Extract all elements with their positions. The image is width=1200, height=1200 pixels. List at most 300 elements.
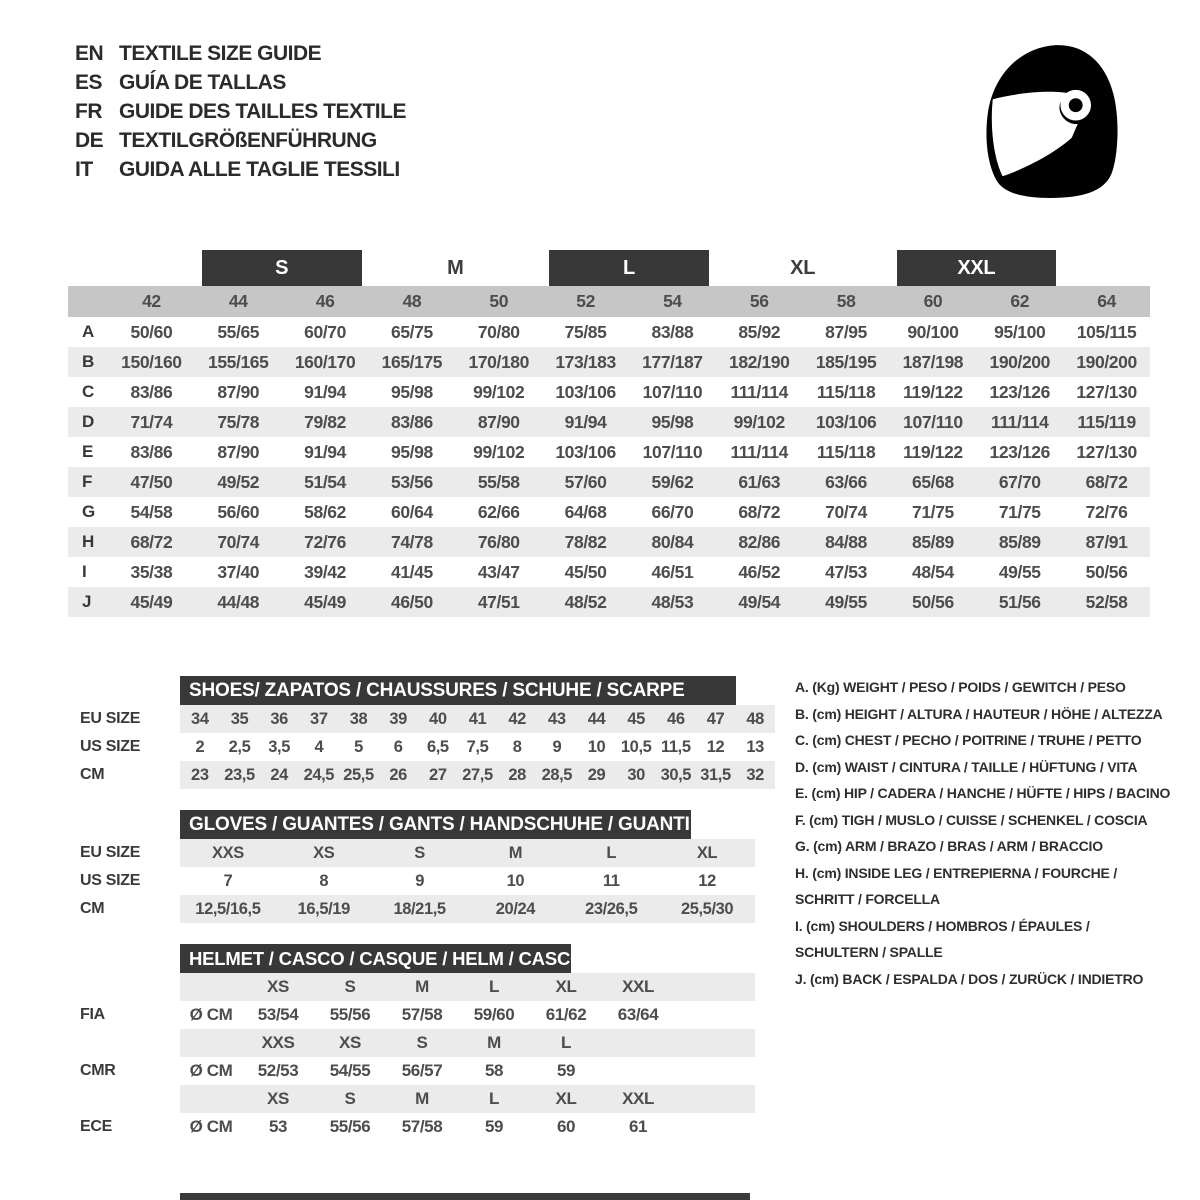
size-range-value: 43/47 (477, 561, 520, 582)
helmet-size-value: 59/60 (473, 1005, 515, 1024)
legend-entry (795, 913, 1187, 966)
helmet-size-value (602, 1057, 674, 1085)
shoes-row-cm (68, 761, 788, 789)
size-range-value: 95/98 (391, 441, 433, 462)
size-value: 43 (548, 709, 566, 728)
size-value: 23,5 (224, 765, 255, 784)
size-value: 42 (508, 709, 526, 728)
size-range-value: 80/84 (651, 531, 694, 552)
size-range-value: 95/100 (994, 321, 1046, 342)
helmet-values-row-ece (68, 1113, 788, 1141)
legend-line: J. (cm) BACK / ESPALDA / DOS / ZURÜCK / INDIETRO (795, 970, 1144, 987)
size-value: 47 (706, 709, 725, 728)
measurement-row-d (68, 407, 1150, 437)
size-range-value: 103/106 (815, 411, 877, 432)
size-value: 24,5 (303, 765, 335, 784)
language-code: FR (75, 99, 102, 123)
legend-entry (795, 754, 1187, 781)
helmet-size-value: 55/56 (329, 1005, 371, 1024)
size-range-value: 45/49 (130, 591, 173, 612)
column-header-size: 60 (923, 291, 943, 311)
size-range-value: 84/88 (825, 531, 867, 552)
helmet-size-label: XXL (622, 1089, 654, 1108)
size-range-value: 103/106 (555, 381, 616, 402)
size-range-value: 82/86 (738, 531, 781, 552)
gloves-rows (68, 839, 788, 923)
language-code: ES (75, 71, 103, 95)
size-range-value: 170/180 (468, 351, 529, 372)
legend-entry (795, 966, 1187, 993)
size-value: 12,5/16,5 (195, 899, 261, 918)
size-range-value: 67/70 (998, 471, 1041, 492)
measurement-row-a (68, 317, 1150, 347)
shoes-row-eu-size (68, 705, 788, 733)
helmet-size-value: 58 (484, 1061, 504, 1080)
size-range-value: 60/70 (304, 321, 346, 342)
helmet-sizes-row-ece (68, 1085, 788, 1113)
size-range-value: 107/110 (642, 441, 703, 462)
size-group-label-m: M (447, 256, 464, 279)
legend-entry (795, 860, 1187, 913)
size-range-value: 90/100 (907, 321, 959, 342)
legend-line: G. (cm) ARM / BRAZO / BRAS / ARM / BRACCIO (795, 838, 1103, 854)
size-range-value: 150/160 (121, 351, 182, 372)
measurement-row-h (68, 527, 1150, 557)
size-range-value: 75/85 (564, 321, 607, 342)
size-value: 25,5/30 (680, 899, 734, 918)
helmet-size-value: 56/57 (401, 1061, 443, 1080)
legend-line: H. (cm) INSIDE LEG / ENTREPIERNA / FOURCHE / (795, 864, 1118, 881)
helmet-size-label: XL (555, 977, 577, 996)
language-title-text: TEXTILE SIZE GUIDE (119, 42, 322, 66)
size-value: 44 (587, 709, 606, 728)
size-value: 25,5 (343, 765, 374, 784)
size-value: 5 (354, 737, 363, 756)
unit-spacer (180, 1029, 242, 1057)
helmet-size-label: XS (267, 1089, 289, 1108)
helmet-size-value: 60 (556, 1117, 576, 1136)
language-code: IT (75, 157, 93, 181)
size-range-value: 111/114 (990, 411, 1049, 432)
size-range-value: 51/54 (304, 471, 346, 492)
row-letter: D (82, 412, 94, 431)
legend-line: SCHULTERN / SPALLE (795, 944, 943, 960)
size-value: 9 (415, 871, 424, 890)
helmet-size-value: 59 (484, 1117, 504, 1136)
size-range-value: 78/82 (564, 531, 607, 552)
size-value: S (414, 843, 425, 862)
size-value: XL (696, 843, 718, 862)
size-value: 24 (270, 765, 288, 784)
size-range-value: 41/45 (391, 561, 433, 582)
size-value: 30,5 (660, 765, 692, 784)
helmet-size-value: 57/58 (401, 1117, 443, 1136)
size-range-value: 49/55 (998, 561, 1041, 582)
shoes-value-band (180, 733, 775, 761)
helmet-size-label: M (415, 1089, 429, 1108)
legend-entry (795, 701, 1187, 728)
language-title-text: GUIDE DES TAILLES TEXTILE (119, 99, 406, 123)
size-range-value: 87/91 (1085, 531, 1128, 552)
size-value: 34 (191, 709, 209, 728)
size-value: 7 (223, 871, 233, 890)
helmet-values-row-cmr (68, 1057, 788, 1085)
size-range-value: 85/89 (998, 531, 1041, 552)
column-header-size: 52 (576, 291, 595, 311)
size-range-value: 57/60 (564, 471, 607, 492)
size-range-value: 111/114 (730, 381, 789, 402)
helmet-size-value: 63/64 (617, 1005, 659, 1024)
size-value: 29 (587, 765, 606, 784)
size-range-value: 177/187 (642, 351, 703, 372)
size-range-value: 46/51 (651, 561, 694, 582)
language-title-text: GUÍA DE TALLAS (119, 71, 286, 95)
legend-entry (795, 780, 1187, 807)
size-range-value: 68/72 (130, 531, 173, 552)
size-range-value: 87/90 (217, 441, 260, 462)
helmet-size-label: M (415, 977, 429, 996)
measurement-rows (68, 317, 1150, 617)
language-title-row (75, 126, 406, 155)
size-range-value: 68/72 (1085, 471, 1128, 492)
size-range-value: 91/94 (564, 411, 607, 432)
size-range-value: 37/40 (217, 561, 260, 582)
measurement-row-f (68, 467, 1150, 497)
legend-entry (795, 727, 1187, 754)
size-value: 6 (393, 737, 403, 756)
gloves-value-band (180, 867, 755, 895)
size-value: 36 (270, 709, 288, 728)
helmet-value-band (180, 1001, 755, 1029)
size-range-value: 48/52 (564, 591, 607, 612)
size-value: 40 (429, 709, 447, 728)
helmet-size-label: S (416, 1033, 428, 1052)
helmet-size-label: XXL (622, 977, 654, 996)
size-range-value: 52/58 (1085, 591, 1128, 612)
size-range-value: 83/88 (651, 321, 694, 342)
size-range-value: 50/56 (912, 591, 954, 612)
legend-line: D. (cm) WAIST / CINTURA / TAILLE / HÜFTUNG / VITA (795, 758, 1138, 775)
language-title-block (75, 40, 406, 184)
size-value: 6,5 (426, 737, 449, 756)
size-value: 35 (230, 709, 249, 728)
row-label-text: EU SIZE (80, 844, 141, 861)
size-range-value: 187/198 (902, 351, 964, 372)
size-value: 3,5 (268, 737, 291, 756)
legend-line: B. (cm) HEIGHT / ALTURA / HAUTEUR / HÖHE / ALTEZZA (795, 705, 1163, 722)
size-value: 8 (319, 871, 329, 890)
size-range-value: 95/98 (651, 411, 694, 432)
size-range-value: 47/53 (825, 561, 867, 582)
size-value: 30 (627, 765, 645, 784)
helmet-size-label: XXS (261, 1033, 295, 1052)
size-value: 48 (746, 709, 764, 728)
size-range-value: 60/64 (391, 501, 433, 522)
legend-line: C. (cm) CHEST / PECHO / POITRINE / TRUHE / PETTO (795, 732, 1142, 748)
size-value: 27,5 (462, 765, 493, 784)
certification-label: CMR (80, 1062, 116, 1079)
language-title-row (75, 155, 406, 184)
row-letter: J (82, 592, 92, 611)
size-range-value: 55/65 (217, 321, 260, 342)
size-group-row (68, 250, 1150, 286)
measurement-row-b (68, 347, 1150, 377)
size-value: 23 (191, 765, 209, 784)
size-range-value: 87/90 (217, 381, 260, 402)
size-value: L (606, 843, 617, 862)
gloves-size-section (68, 810, 788, 923)
size-range-value: 64/68 (564, 501, 607, 522)
size-range-value: 71/75 (912, 501, 954, 522)
measurement-legend (795, 674, 1187, 992)
size-range-value: 85/92 (738, 321, 781, 342)
size-range-value: 111/114 (730, 441, 789, 462)
helmet-size-label: L (489, 977, 499, 996)
helmet-size-label: XS (267, 977, 289, 996)
certification-label: ECE (80, 1118, 112, 1135)
size-value: 28 (508, 765, 526, 784)
size-value: 9 (552, 737, 562, 756)
size-value: 12 (698, 871, 716, 890)
unit-spacer (180, 973, 242, 1001)
size-group-label-s: S (202, 250, 362, 286)
size-value: 39 (389, 709, 407, 728)
row-letter: I (82, 562, 87, 581)
size-range-value: 99/102 (473, 381, 525, 402)
size-range-value: 103/106 (555, 441, 616, 462)
legend-entry (795, 833, 1187, 860)
helmet-size-value: 57/58 (401, 1005, 443, 1024)
certification-label: FIA (80, 1006, 105, 1023)
helmet-size-label: M (487, 1033, 501, 1052)
helmet-size-band (180, 973, 755, 1001)
helmet-size-label: L (489, 1089, 499, 1108)
helmet-size-value: 55/56 (329, 1117, 371, 1136)
row-letter: G (82, 502, 95, 521)
size-value: 32 (746, 765, 764, 784)
helmet-values-row-fia (68, 1001, 788, 1029)
helmet-size-value: 61/62 (545, 1005, 587, 1024)
size-range-value: 119/122 (903, 381, 963, 402)
legend-entry (795, 674, 1187, 701)
size-range-value: 123/126 (989, 381, 1050, 402)
helmet-size-label: XL (555, 1089, 577, 1108)
row-label-text: US SIZE (80, 738, 141, 755)
column-header-size: 44 (228, 291, 248, 311)
size-range-value: 61/63 (738, 471, 781, 492)
size-group-label-xxl: XXL (897, 250, 1057, 286)
row-letter: H (82, 532, 94, 551)
size-range-value: 66/70 (651, 501, 694, 522)
row-letter: B (82, 352, 94, 371)
size-value: 13 (746, 737, 764, 756)
size-range-value: 87/95 (825, 321, 867, 342)
column-header-size: 58 (836, 291, 856, 311)
gloves-section-title-bar: GLOVES / GUANTES / GANTS / HANDSCHUHE / GUANTI (180, 810, 691, 839)
legend-line: I. (cm) SHOULDERS / HOMBROS / ÉPAULES / (795, 917, 1090, 934)
size-value: 27 (429, 765, 447, 784)
row-label-text: CM (80, 766, 105, 783)
size-value: 18/21,5 (393, 899, 446, 918)
helmet-size-value: 61 (628, 1117, 648, 1136)
size-range-value: 70/74 (217, 531, 260, 552)
size-range-value: 50/60 (130, 321, 173, 342)
size-range-value: 58/62 (304, 501, 346, 522)
size-range-value: 54/58 (130, 501, 173, 522)
size-range-value: 47/51 (477, 591, 520, 612)
row-label-text: CM (80, 900, 105, 917)
size-range-value: 50/56 (1085, 561, 1128, 582)
language-code: EN (75, 42, 104, 66)
shoes-rows (68, 705, 788, 789)
size-value: 12 (706, 737, 725, 756)
column-header-size: 62 (1010, 291, 1030, 311)
column-header-size: 48 (402, 291, 422, 311)
size-range-value: 49/52 (217, 471, 260, 492)
helmet-size-value: 52/53 (257, 1061, 299, 1080)
size-value: 11,5 (661, 737, 691, 756)
size-value: 8 (512, 737, 522, 756)
size-range-value: 119/122 (903, 441, 963, 462)
size-range-value: 107/110 (903, 411, 963, 432)
shoes-section-title-bar: SHOES/ ZAPATOS / CHAUSSURES / SCHUHE / SCARPE (180, 676, 736, 705)
size-range-value: 70/74 (825, 501, 867, 522)
size-range-value: 44/48 (217, 591, 260, 612)
size-range-value: 95/98 (391, 381, 433, 402)
helmet-rows (68, 973, 788, 1141)
legend-line: SCHRITT / FORCELLA (795, 891, 940, 907)
measurement-row-c (68, 377, 1150, 407)
size-range-value: 49/54 (738, 591, 781, 612)
size-range-value: 75/78 (217, 411, 260, 432)
language-title-row (75, 40, 406, 69)
size-range-value: 59/62 (651, 471, 694, 492)
size-range-value: 65/75 (391, 321, 433, 342)
size-range-value: 91/94 (304, 441, 346, 462)
size-value: 7,5 (466, 737, 489, 756)
size-value: 10 (587, 737, 606, 756)
helmet-size-label (602, 1029, 674, 1057)
row-label-text: EU SIZE (80, 710, 141, 727)
size-range-value: 190/200 (1076, 351, 1137, 372)
size-range-value: 190/200 (989, 351, 1050, 372)
size-range-value: 173/183 (555, 351, 616, 372)
size-range-value: 56/60 (217, 501, 260, 522)
size-range-value: 83/86 (391, 411, 433, 432)
size-range-value: 45/49 (304, 591, 346, 612)
legend-line: F. (cm) TIGH / MUSLO / CUISSE / SCHENKEL / COSCIA (795, 811, 1148, 828)
size-value: M (508, 843, 523, 862)
size-range-value: 85/89 (912, 531, 954, 552)
size-value: 4 (314, 737, 324, 756)
size-range-value: 72/76 (1085, 501, 1128, 522)
helmet-size-value: 53/54 (257, 1005, 299, 1024)
size-range-value: 123/126 (989, 441, 1050, 462)
size-value: 10 (506, 871, 525, 890)
size-range-value: 127/130 (1076, 381, 1137, 402)
legend-line: E. (cm) HIP / CADERA / HANCHE / HÜFTE / HIPS / BACINO (795, 785, 1171, 801)
helmet-size-band (180, 1029, 755, 1057)
size-range-value: 83/86 (130, 381, 173, 402)
helmet-value-band (180, 1113, 755, 1141)
size-group-label-l: L (549, 250, 709, 286)
measurement-row-e (68, 437, 1150, 467)
numeric-size-header-row (68, 286, 1150, 317)
size-range-value: 115/118 (816, 441, 876, 462)
measurement-row-j (68, 587, 1150, 617)
size-value: XS (313, 843, 335, 862)
size-range-value: 51/56 (998, 591, 1041, 612)
size-range-value: 160/170 (294, 351, 356, 372)
size-value: 37 (310, 709, 328, 728)
size-range-value: 87/90 (477, 411, 520, 432)
size-range-value: 63/66 (825, 471, 867, 492)
measurement-row-i (68, 557, 1150, 587)
helmet-size-label: S (344, 1089, 356, 1108)
size-range-value: 71/74 (130, 411, 173, 432)
language-title-row (75, 69, 406, 98)
size-value: 26 (389, 765, 407, 784)
size-value: XXS (212, 843, 244, 862)
size-value: 41 (468, 709, 487, 728)
size-group-label-xl: XL (790, 256, 816, 279)
size-value: 20/24 (495, 899, 536, 918)
helmet-size-section (68, 944, 788, 1141)
size-range-value: 76/80 (477, 531, 520, 552)
cropped-next-section-bar (180, 1193, 750, 1200)
gloves-row-us-size (68, 867, 788, 895)
size-range-value: 71/75 (998, 501, 1041, 522)
size-value: 38 (349, 709, 368, 728)
size-value: 45 (627, 709, 645, 728)
column-header-size: 64 (1097, 291, 1116, 311)
size-range-value: 182/190 (729, 351, 790, 372)
size-range-value: 99/102 (473, 441, 525, 462)
size-range-value: 105/115 (1076, 321, 1137, 342)
gloves-row-cm (68, 895, 788, 923)
size-range-value: 62/66 (477, 501, 520, 522)
size-range-value: 127/130 (1076, 441, 1137, 462)
shoes-row-us-size (68, 733, 788, 761)
language-code: DE (75, 128, 104, 152)
size-value: 2 (195, 737, 205, 756)
language-title-text: GUIDA ALLE TAGLIE TESSILI (119, 157, 400, 181)
size-range-value: 46/52 (738, 561, 781, 582)
size-value: 10,5 (620, 737, 652, 756)
size-value: 11 (602, 871, 620, 890)
size-value: 31,5 (700, 765, 731, 784)
size-range-value: 68/72 (738, 501, 781, 522)
helmet-size-value: 59 (556, 1061, 576, 1080)
size-value: 16,5/19 (297, 899, 350, 918)
textile-measurements-table (68, 250, 1150, 617)
row-label-text: US SIZE (80, 872, 141, 889)
row-letter: A (82, 322, 94, 341)
size-range-value: 39/42 (304, 561, 346, 582)
diameter-unit: Ø CM (189, 1117, 233, 1136)
size-value: 28,5 (541, 765, 573, 784)
size-range-value: 79/82 (304, 411, 346, 432)
helmet-size-value: 53 (268, 1117, 288, 1136)
helmet-size-label: S (344, 977, 356, 996)
column-header-size: 42 (142, 291, 161, 311)
size-value: 46 (667, 709, 685, 728)
size-range-value: 65/68 (912, 471, 954, 492)
size-value: 2,5 (228, 737, 251, 756)
column-header-size: 46 (315, 291, 335, 311)
size-range-value: 46/50 (391, 591, 433, 612)
size-range-value: 155/165 (208, 351, 269, 372)
